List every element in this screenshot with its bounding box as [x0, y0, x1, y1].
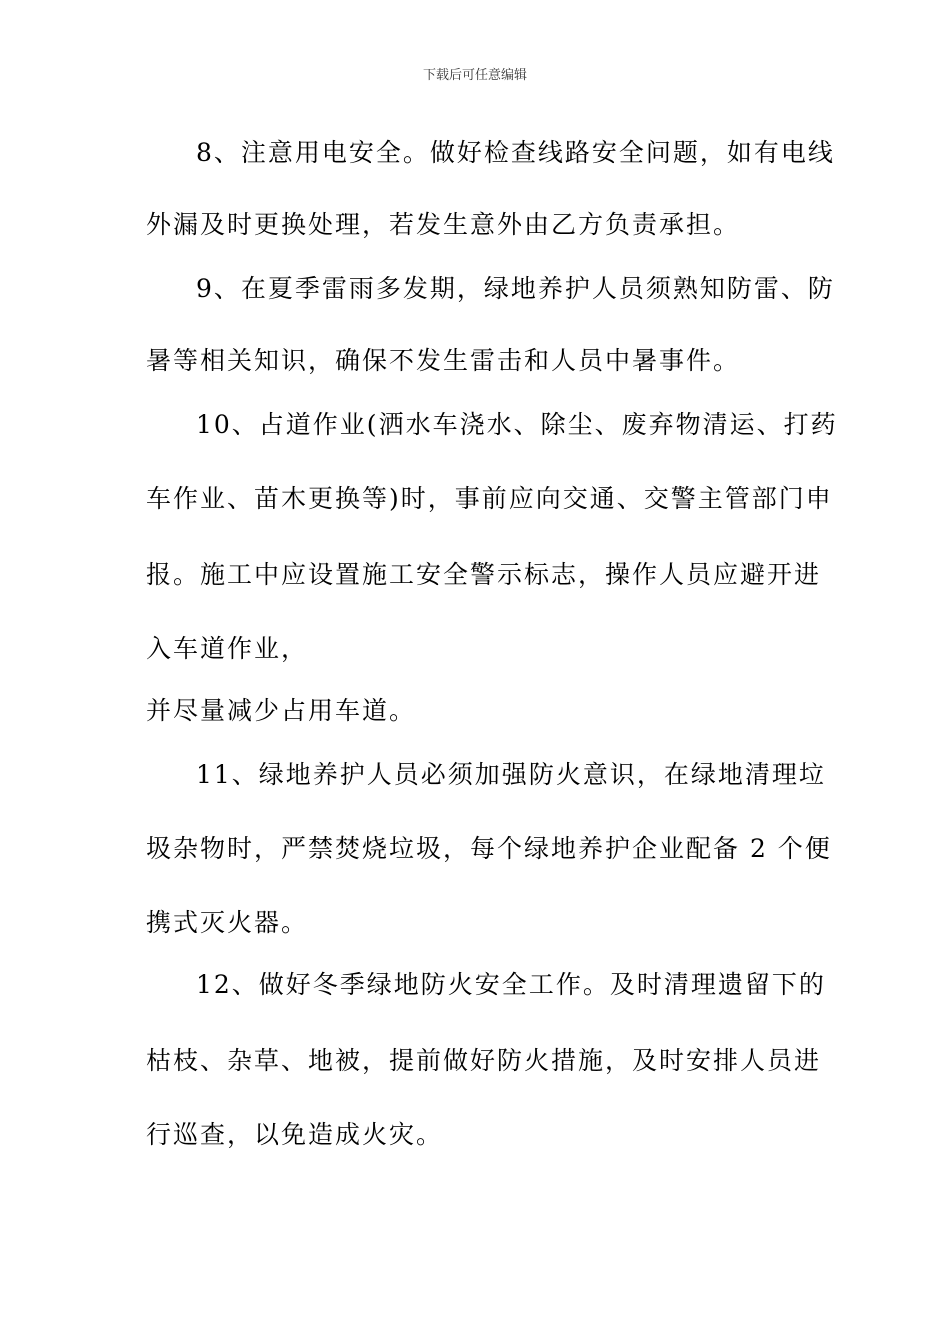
paragraph-line: 报。施工中应设置施工安全警示标志，操作人员应避开进 — [146, 560, 822, 589]
paragraph-line: 行巡查，以免造成火灾。 — [146, 1120, 444, 1149]
paragraph-line: 8、注意用电安全。做好检查线路安全问题，如有电线 — [196, 138, 835, 167]
paragraph-line: 入车道作业， — [146, 634, 309, 663]
paragraph-line: 车作业、苗木更换等)时，事前应向交通、交警主管部门申 — [146, 484, 833, 513]
paragraph-line: 11、绿地养护人员必须加强防火意识，在绿地清理垃 — [196, 760, 826, 789]
paragraph-line: 枯枝、杂草、地被，提前做好防火措施，及时安排人员进 — [146, 1046, 822, 1075]
paragraph-line: 10、占道作业(洒水车浇水、除尘、废弃物清运、打药 — [196, 410, 838, 439]
paragraph-line: 9、在夏季雷雨多发期，绿地养护人员须熟知防雷、防 — [196, 274, 835, 303]
page-header: 下载后可任意编辑 — [422, 68, 527, 83]
paragraph-line: 外漏及时更换处理，若发生意外由乙方负责承担。 — [146, 210, 741, 239]
paragraph-line: 12、做好冬季绿地防火安全工作。及时清理遗留下的 — [196, 970, 826, 999]
paragraph-line: 暑等相关知识，确保不发生雷击和人员中暑事件。 — [146, 346, 741, 375]
paragraph-line: 并尽量减少占用车道。 — [146, 696, 417, 725]
paragraph-line: 携式灭火器。 — [146, 908, 309, 937]
paragraph-line: 圾杂物时，严禁焚烧垃圾，每个绿地养护企业配备 2 个便 — [146, 834, 832, 863]
